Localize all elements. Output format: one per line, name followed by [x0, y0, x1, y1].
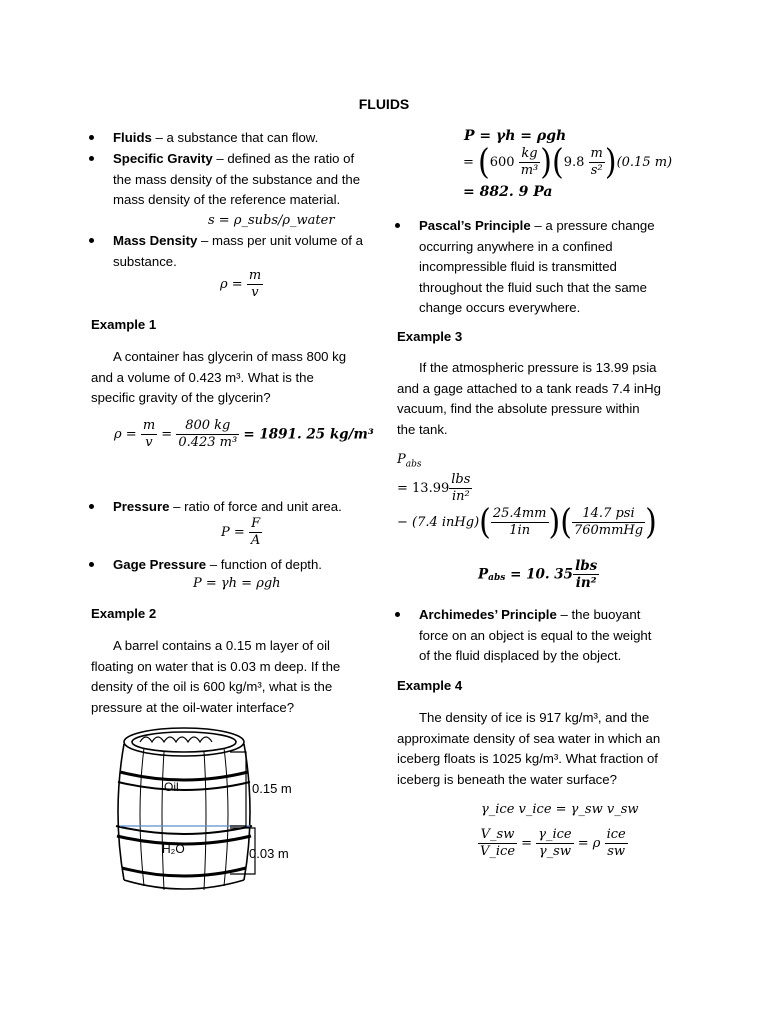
term-archimedes: Archimedes’ Principle [419, 607, 557, 622]
ex3-line-4: the tank. [397, 421, 448, 437]
pressure-lhs: P = [221, 525, 245, 540]
ex3-lbs-in2-fraction [449, 472, 472, 505]
def-fluids: – a substance that can flow. [151, 130, 319, 145]
ex2-solution-line-2: = (600 $\frac{kg}{\text{m³}}$ )(9.8 $\frac{m}{\text{s²}}$ )(0.15 m) [463, 141, 673, 183]
ex3-mm-in-fraction [491, 506, 549, 539]
ex1-result: = 1891. 25 kg/m³ [243, 426, 374, 443]
ex1-value-fraction [176, 418, 239, 451]
page-title: FLUIDS [358, 96, 410, 112]
example-2-text [91, 636, 371, 718]
ex4-line-4: iceberg is beneath the water surface? [397, 771, 617, 787]
barrel-oil-depth: 0.15 m [252, 781, 292, 796]
def-mass-density-1: – mass per unit volume of a [197, 233, 363, 248]
ex3-result-fraction [573, 558, 599, 591]
ex1-den: 0.423 m³ [178, 435, 238, 450]
ex3-result-value: = 10. 35 [510, 566, 574, 583]
ex4-equation-1: γ_ice v_ice = γ_sw v_sw [481, 802, 639, 817]
ex2-kg: kg [519, 146, 541, 163]
example-1-heading: Example 1 [91, 317, 157, 332]
def-mass-density-2: substance. [113, 253, 177, 269]
ex3-result-p: P [478, 566, 489, 583]
ex3-line-3: vacuum, find the absolute pressure within [397, 401, 640, 417]
ex4-line-1: The density of ice is 917 kg/m³, and the [419, 710, 650, 725]
bullet-specific-gravity [113, 149, 383, 211]
barrel-illustration [100, 722, 300, 897]
ex2-line-4: pressure at the oil-water interface? [91, 699, 295, 715]
ex4-gamma-ice: γ_ice [538, 827, 572, 842]
ex1-num: 800 kg [176, 418, 239, 435]
ex2-eq-sign: = [463, 155, 479, 170]
ex2-600: 600 [489, 155, 515, 170]
ex1-m: m [142, 418, 156, 433]
ex3-line-1: If the atmospheric pressure is 13.99 psia [419, 360, 657, 375]
def-specific-gravity-2: the mass density of the substance and the [113, 171, 361, 187]
ex4-sw: sw [607, 844, 626, 859]
ex1-line-1: A container has glycerin of mass 800 kg [113, 349, 347, 364]
ex1-line-3: specific gravity of the glycerin? [91, 390, 271, 406]
example-4-heading: Example 4 [397, 678, 463, 693]
md-num: m [248, 268, 262, 283]
ex3-line-atm [397, 472, 472, 505]
def-pascal-4: throughout the fluid such that the same [419, 279, 647, 295]
bullet-dot [89, 238, 94, 243]
ex2-line-2: floating on water that is 0.03 m deep. If the [91, 658, 341, 674]
barrel-oil-label: Oil [164, 780, 179, 794]
md-fraction [247, 268, 263, 301]
md-lhs: ρ = [220, 277, 243, 292]
example-3-heading: Example 3 [397, 329, 463, 344]
ex3-result [478, 558, 599, 591]
bullet-dot [89, 504, 94, 509]
example-1-text [91, 347, 371, 409]
def-pascal-2: occurring anywhere in a confined [419, 238, 613, 254]
def-archimedes-1: – the buoyant [556, 607, 641, 622]
bullet-dot [89, 562, 94, 567]
ex3-760mmhg: 760mmHg [573, 523, 644, 538]
ex2-m: m [590, 146, 603, 161]
example-4-text [397, 708, 687, 790]
ex1-v: v [145, 435, 153, 450]
ex2-solution-result: = 882. 9 Pa [463, 184, 553, 200]
bullet-dot [395, 612, 400, 617]
formula-gage-pressure: P = γh = ρgh [193, 576, 281, 591]
bullet-dot [395, 223, 400, 228]
def-archimedes-3: of the fluid displaced by the object. [419, 648, 622, 664]
ex3-p: P [397, 452, 406, 467]
ex4-line-3: iceberg floats is 1025 kg/m³. What fraction of [397, 751, 658, 767]
pressure-num: F [249, 516, 262, 533]
ex3-254mm: 25.4mm [492, 506, 547, 521]
ex3-line-vacuum: − (7.4 inHg)( $\frac{25.4mm}{1in}$ )( 14.7 psi 760mmHg ) [397, 501, 657, 543]
md-den: v [251, 285, 259, 300]
example-3-text [397, 358, 687, 440]
ex4-vsw-vice-fraction [478, 827, 517, 860]
ex3-line-2: and a gage attached to a tank reads 7.4 inHg [397, 380, 661, 396]
formula-specific-gravity [208, 213, 335, 228]
ex3-p-sub: abs [405, 459, 422, 470]
bullet-dot [89, 156, 94, 161]
ex2-m3: m³ [520, 163, 539, 178]
pressure-den: A [250, 533, 261, 548]
ex2-s2: s² [590, 163, 603, 178]
ex4-ice-sw-fraction [605, 827, 628, 860]
ex2-solution-line-1: P = γh = ρgh [464, 128, 567, 144]
def-gage-pressure: – function of depth. [206, 557, 322, 572]
bullet-dot [89, 135, 94, 140]
ex3-result-in2: in² [575, 575, 597, 591]
term-gage-pressure: Gage Pressure [113, 557, 207, 572]
term-pressure: Pressure [113, 499, 170, 514]
term-fluids: Fluids [113, 130, 152, 145]
bullet-mass-density [113, 231, 363, 272]
ex1-rho: ρ = [114, 427, 137, 442]
ex2-m-s2-fraction [589, 146, 605, 179]
example-1-equation: ρ = $\frac{m}{v}$ = $\frac{800 kg}{\text{0.423 m³}}$ = 1891. 25 kg/m³ [114, 418, 374, 450]
ex4-vice: V_ice [480, 844, 516, 859]
barrel-water-label: H₂O [162, 842, 185, 856]
def-pascal-1: – a pressure change [530, 218, 655, 233]
ex1-mv-fraction [141, 418, 157, 451]
formula-pressure [221, 516, 262, 549]
ex3-1in: 1in [509, 523, 531, 538]
pressure-fraction [249, 516, 262, 549]
ex4-vsw: V_sw [478, 827, 517, 844]
example-2-heading: Example 2 [91, 606, 157, 621]
ex4-ice: ice [606, 827, 626, 842]
ex2-kg-m3-fraction [519, 146, 541, 179]
sg-formula-lhs: s = [208, 213, 234, 228]
bullet-pascal [419, 216, 655, 319]
ex3-psi-mmhg-fraction [572, 506, 645, 539]
bullet-archimedes [419, 605, 651, 667]
def-pascal-5: change occurs everywhere. [419, 300, 581, 316]
ex2-height: (0.15 m) [616, 155, 673, 170]
def-pressure: – ratio of force and unit area. [169, 499, 342, 514]
term-mass-density: Mass Density [113, 233, 198, 248]
ex2-line-3: density of the oil is 600 kg/m³, what is the [91, 679, 333, 695]
bullet-pressure [113, 497, 342, 518]
ex4-gamma-fraction [536, 827, 573, 860]
ex1-line-2: and a volume of 0.423 m³. What is the [91, 369, 314, 385]
ex3-result-sub: abs [488, 573, 506, 583]
ex3-pabs-label [397, 452, 422, 470]
term-specific-gravity: Specific Gravity [113, 151, 213, 166]
ex3-147psi: 14.7 psi [572, 506, 645, 523]
ex3-atm-value: = 13.99 [397, 481, 450, 496]
ex2-98: 9.8 [563, 155, 585, 170]
term-pascal: Pascal’s Principle [419, 218, 531, 233]
barrel-water-depth: 0.03 m [249, 846, 289, 861]
sg-formula-rhs: ρ_subs/ρ_water [233, 213, 335, 228]
def-archimedes-2: force on an object is equal to the weight [419, 627, 652, 643]
ex3-in2: in² [451, 489, 470, 504]
ex4-line-2: approximate density of sea water in which an [397, 730, 661, 746]
ex4-equation-2: V_sw V_ice = γ_ice γ_sw = ρ ice sw [480, 827, 626, 859]
ex2-line-1: A barrel contains a 0.15 m layer of oil [113, 638, 330, 653]
ex3-vacuum: − (7.4 inHg) [397, 515, 480, 530]
bullet-gage-pressure [113, 555, 322, 576]
ex3-lbs: lbs [451, 472, 471, 487]
formula-mass-density [220, 268, 263, 301]
def-specific-gravity-1: – defined as the ratio of [212, 151, 355, 166]
bullet-fluids [113, 128, 318, 149]
ex4-gamma-sw: γ_sw [538, 844, 571, 859]
ex4-rho: = ρ [577, 836, 601, 851]
def-specific-gravity-3: mass density of the reference material. [113, 192, 341, 208]
def-pascal-3: incompressible fluid is transmitted [419, 259, 617, 275]
ex3-result-lbs: lbs [575, 558, 598, 574]
